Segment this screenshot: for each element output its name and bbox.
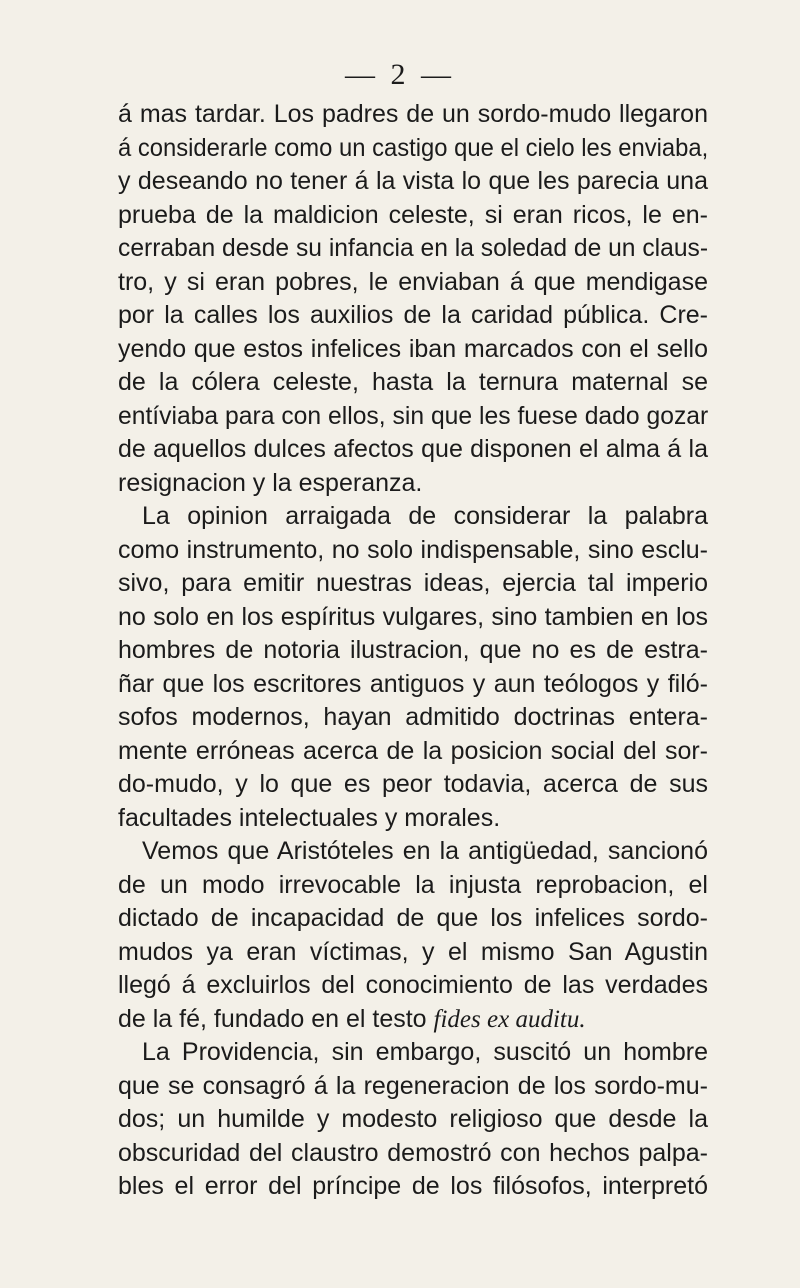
text-line (118, 835, 708, 869)
body-text (118, 98, 708, 1204)
text-line (118, 1170, 708, 1204)
text-line (118, 534, 708, 568)
text-line (118, 400, 708, 434)
text-line-content: mudos ya eran víctimas, y el mismo San Agustin (118, 937, 708, 966)
text-line (118, 299, 708, 333)
text-line (118, 1036, 708, 1070)
text-line (118, 1070, 708, 1104)
text-line-content: resignacion y la esperanza. (118, 468, 423, 497)
text-line-content: por la calles los auxilios de la caridad pública. Cre- (118, 301, 708, 329)
text-line (118, 902, 708, 936)
text-line-content: bles el error del príncipe de los filósofos, interpretó (118, 1172, 708, 1200)
text-line (118, 969, 708, 1003)
text-line-content: Vemos que Aristóteles en la antigüedad, sancionó (142, 837, 708, 865)
text-line-content: no solo en los espíritus vulgares, sino tambien en los (118, 602, 708, 631)
text-line (118, 500, 708, 534)
text-line (118, 467, 708, 501)
text-line (118, 701, 708, 735)
text-line (118, 869, 708, 903)
text-line-content: como instrumento, no solo indispensable, sino esclu- (118, 535, 708, 564)
text-line (118, 768, 708, 802)
text-line-content: de un modo irrevocable la injusta reprobacion, el (118, 870, 708, 899)
text-line (118, 634, 708, 668)
text-line (118, 366, 708, 400)
text-line (118, 735, 708, 769)
text-line (118, 668, 708, 702)
text-line (118, 936, 708, 970)
text-line (118, 266, 708, 300)
text-line-content: dos; un humilde y modesto religioso que desde la (118, 1105, 708, 1133)
text-line-content: tro, y si eran pobres, le enviaban á que mendigase (118, 267, 708, 296)
text-line (118, 132, 708, 166)
page-number: — 2 — (345, 58, 455, 91)
text-line-content: ñar que los escritores antiguos y aun teólogos y filó- (118, 669, 708, 698)
text-line-content: llegó á excluirlos del conocimiento de las verdades (118, 971, 708, 999)
text-line (118, 199, 708, 233)
text-line (118, 433, 708, 467)
text-line-content: sivo, para emitir nuestras ideas, ejercia tal imperio (118, 569, 708, 597)
text-line-content: mente erróneas acerca de la posicion social del sor- (118, 736, 708, 765)
text-line-content: yendo que estos infelices iban marcados con el sello (118, 334, 708, 363)
text-line (118, 333, 708, 367)
text-line-content: de la cólera celeste, hasta la ternura maternal se (118, 368, 708, 396)
text-line-content: facultades intelectuales y morales. (118, 803, 501, 832)
text-line-content: de la fé, fundado en el testo (118, 1004, 427, 1033)
text-line-content: do-mudo, y lo que es peor todavia, acerca de sus (118, 770, 708, 798)
text-line-content: prueba de la maldicion celeste, si eran ricos, le en- (118, 200, 708, 229)
text-line-content: cerraban desde su infancia en la soledad de un claus- (118, 234, 709, 262)
text-line (118, 232, 708, 266)
text-line-content: á mas tardar. Los padres de un sordo-mudo llegaron (118, 100, 708, 128)
text-line-content: La opinion arraigada de considerar la palabra (142, 502, 708, 530)
text-line (118, 1137, 708, 1171)
text-line-content: dictado de incapacidad de que los infelices sordo- (118, 904, 708, 932)
text-line-content: obscuridad del claustro demostró con hechos palpa- (118, 1138, 708, 1167)
text-line-content: La Providencia, sin embargo, suscitó un hombre (142, 1038, 708, 1066)
text-line (118, 1103, 708, 1137)
text-line (118, 567, 708, 601)
text-line (118, 601, 708, 635)
text-line-content: de aquellos dulces afectos que disponen el alma á la (118, 435, 708, 463)
text-line-content: á considerarle como un castigo que el cielo les enviaba, (118, 133, 709, 162)
italic-quote: fides ex auditu. (433, 1005, 586, 1033)
text-line-content: y deseando no tener á la vista lo que les parecia una (118, 167, 708, 195)
text-line-content: que se consagró á la regeneracion de los sordo-mu- (118, 1071, 708, 1100)
text-line (118, 165, 708, 199)
text-line-content: entíviaba para con ellos, sin que les fuese dado gozar (118, 401, 709, 430)
text-line (118, 98, 708, 132)
text-line (118, 802, 708, 836)
text-line (118, 1003, 708, 1037)
text-line-content: sofos modernos, hayan admitido doctrinas entera- (118, 703, 708, 731)
text-line-content: hombres de notoria ilustracion, que no es de estra- (118, 636, 708, 664)
